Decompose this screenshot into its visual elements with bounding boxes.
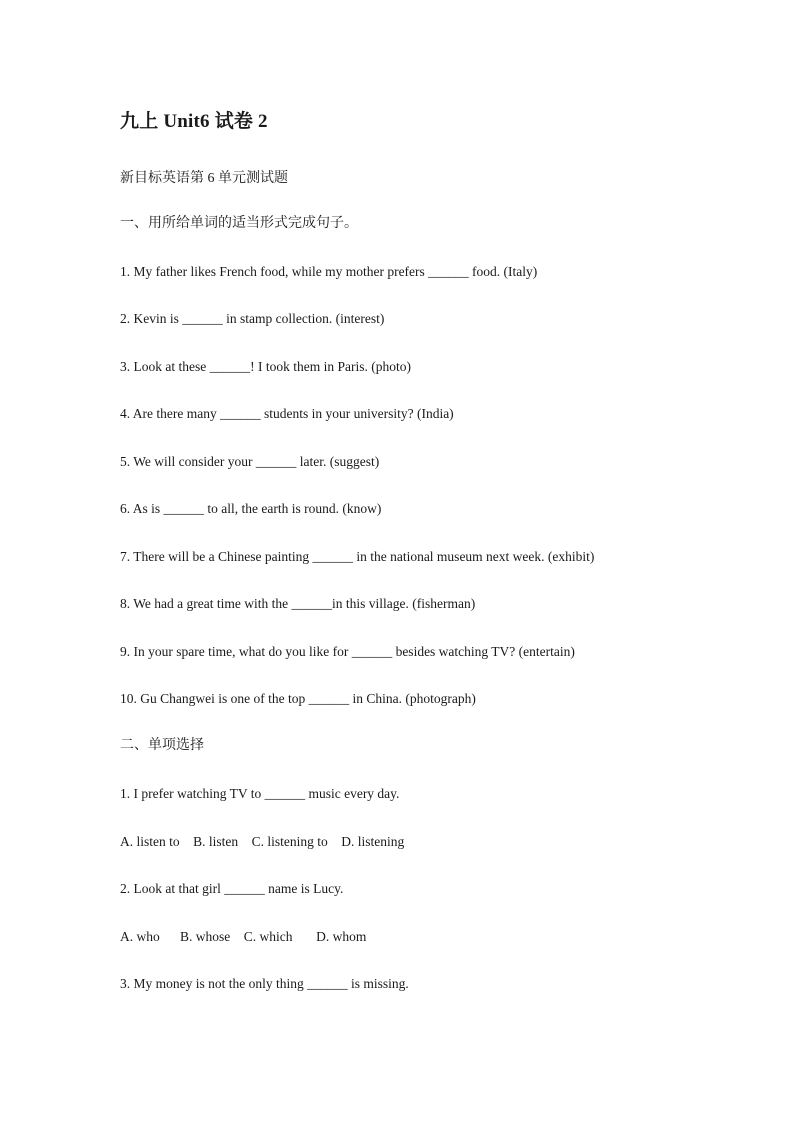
section-1-question-3: 3. Look at these ______! I took them in Paris. (photo) [120,359,411,374]
section-1-question-10: 10. Gu Changwei is one of the top ______ in China. (photograph) [120,691,476,706]
section-1-question-9: 9. In your spare time, what do you like for ______ besides watching TV? (entertain) [120,644,575,659]
section-1-question-1: 1. My father likes French food, while my mother prefers ______ food. (Italy) [120,264,538,279]
section-2-question-3: 3. My money is not the only thing ______ is missing. [120,976,409,991]
section-1-question-2: 2. Kevin is ______ in stamp collection. (interest) [120,311,385,326]
document-title: 九上 Unit6 试卷 2 [120,111,268,132]
section-1-question-7: 7. There will be a Chinese painting ______ in the national museum next week. (exhibit) [120,549,595,564]
section-1-question-8: 8. We had a great time with the ______in this village. (fisherman) [120,596,476,611]
section-2-question-1-options: A. listen to B. listen C. listening to D. listening [120,834,405,849]
section-1-question-5: 5. We will consider your ______ later. (suggest) [120,454,380,469]
section-1-heading: 一、用所给单词的适当形式完成句子。 [120,216,358,231]
section-2-heading: 二、单项选择 [120,738,204,753]
section-2-question-2-options: A. who B. whose C. which D. whom [120,929,367,944]
section-2-question-1: 1. I prefer watching TV to ______ music every day. [120,786,400,801]
document-subtitle: 新目标英语第 6 单元测试题 [120,171,288,186]
section-2-question-2: 2. Look at that girl ______ name is Lucy. [120,881,344,896]
section-1-question-4: 4. Are there many ______ students in your university? (India) [120,406,454,421]
section-1-question-6: 6. As is ______ to all, the earth is round. (know) [120,501,382,516]
